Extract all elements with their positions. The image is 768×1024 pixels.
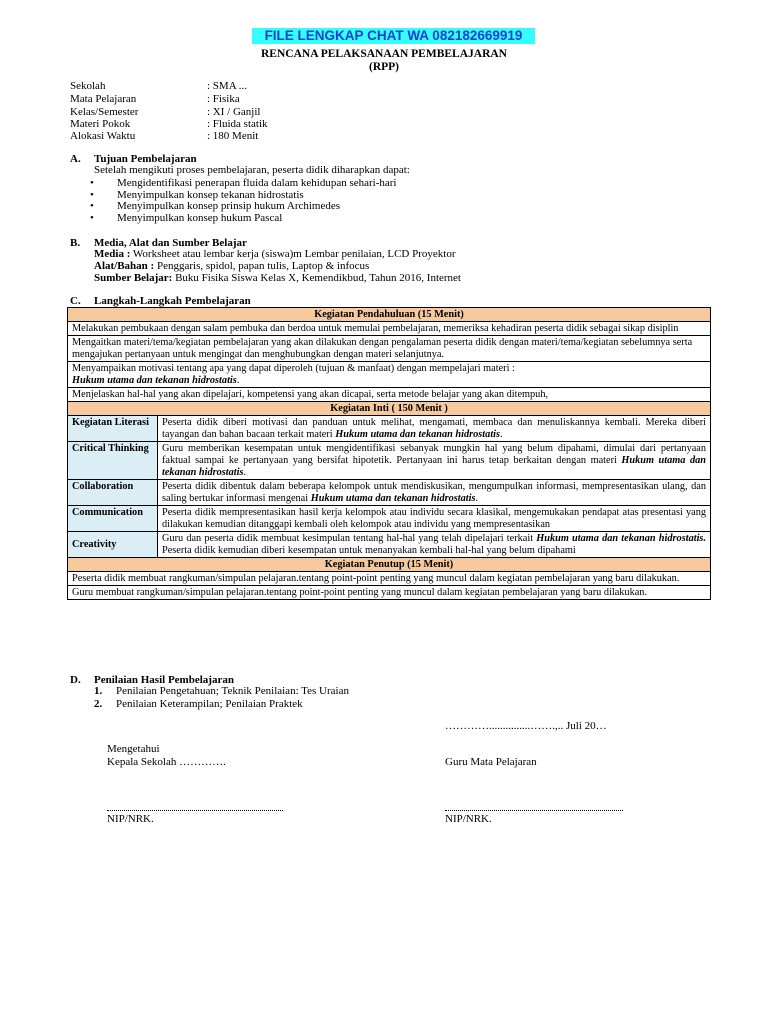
section-title: Tujuan Pembelajaran bbox=[94, 153, 197, 165]
list-item: 2. Penilaian Keterampilan; Penilaian Praktek bbox=[94, 698, 303, 710]
identity-row bbox=[70, 80, 470, 93]
table-cell: Peserta didik dibentuk dalam beberapa kelompok untuk mendiskusikan, mengumpulkan informasi, mempresentasikan ulang, dan saling bertukar informasi mengenai Hukum utama dan tekanan hidrostatis. bbox=[158, 480, 711, 506]
learning-steps-table bbox=[67, 307, 711, 600]
table-cell: Guru dan peserta didik membuat kesimpulan tentang hal-hal yang telah dipelajari terkait Hukum utama dan tekanan hidrostatis. Peserta didik kemudian diberi kesempatan untuk menanyakan kembali hal-hal yang belum dipahami bbox=[158, 532, 711, 558]
bullet-icon: • bbox=[90, 189, 94, 201]
section-letter: A. bbox=[70, 153, 81, 165]
table-cell: Peserta didik membuat rangkuman/simpulan pelajaran.tentang point-point penting yang muncul dalam kegiatan pembelajaran yang baru dilakukan. bbox=[68, 572, 711, 586]
list-item: • Menyimpulkan konsep tekanan hidrostatis bbox=[90, 189, 304, 201]
table-row bbox=[68, 362, 711, 388]
row-label: Creativity bbox=[68, 532, 158, 558]
identity-value: : 180 Menit bbox=[207, 130, 259, 142]
row-label: Critical Thinking bbox=[68, 442, 158, 480]
identity-label: Alokasi Waktu bbox=[70, 130, 136, 142]
identity-label: Sekolah bbox=[70, 80, 106, 92]
table-row bbox=[68, 586, 711, 600]
alat-line: Alat/Bahan : Penggaris, spidol, papan tulis, Laptop & infocus bbox=[94, 260, 370, 272]
identity-row bbox=[70, 130, 470, 143]
signature-date: …………...............…….,.. Juli 20… bbox=[445, 720, 607, 732]
table-row bbox=[68, 336, 711, 362]
document-title: RENCANA PELAKSANAAN PEMBELAJARAN bbox=[261, 48, 507, 60]
teacher-label: Guru Mata Pelajaran bbox=[445, 756, 537, 768]
identity-label: Mata Pelajaran bbox=[70, 93, 137, 105]
table-row bbox=[68, 402, 711, 416]
bullet-icon: • bbox=[90, 200, 94, 212]
document-subtitle: (RPP) bbox=[368, 61, 399, 73]
table-cell: Menjelaskan hal-hal yang akan dipelajari, kompetensi yang akan dicapai, serta metode belajar yang akan ditempuh, bbox=[68, 388, 711, 402]
media-line: Media : Worksheet atau lembar kerja (siswa)m Lembar penilaian, LCD Proyektor bbox=[94, 248, 456, 260]
table-cell: Menyampaikan motivasi tentang apa yang dapat diperoleh (tujuan & manfaat) dengan mempelajari materi : Hukum utama dan tekanan hidrostatis. bbox=[68, 362, 711, 388]
table-row bbox=[68, 506, 711, 532]
identity-value: : SMA ... bbox=[207, 80, 248, 92]
identity-value: : XI / Ganjil bbox=[207, 106, 261, 118]
table-cell: Melakukan pembukaan dengan salam pembuka dan berdoa untuk memulai pembelajaran, memeriksa kehadiran peserta didik sebagai sikap disiplin bbox=[68, 322, 711, 336]
identity-value: : Fluida statik bbox=[207, 118, 268, 130]
section-letter: D. bbox=[70, 674, 81, 686]
section-letter: C. bbox=[70, 295, 81, 307]
table-row bbox=[68, 322, 711, 336]
identity-row bbox=[70, 93, 470, 106]
section-a-intro: Setelah mengikuti proses pembelajaran, peserta didik diharapkan dapat: bbox=[94, 164, 410, 176]
section-letter: B. bbox=[70, 237, 81, 249]
penutup-header: Kegiatan Penutup (15 Menit) bbox=[68, 558, 711, 572]
table-row bbox=[68, 558, 711, 572]
teacher-nip: NIP/NRK. bbox=[445, 813, 492, 825]
table-cell: Peserta didik diberi motivasi dan panduan untuk melihat, mengamati, membaca dan menuliskannya kembali. Mereka diberi tayangan dan bahan bacaan terkait materi Hukum utama dan tekanan hidrostatis. bbox=[158, 416, 711, 442]
table-cell: Mengaitkan materi/tema/kegiatan pembelajaran yang akan dilakukan dengan pengalaman peserta didik dengan materi/tema/kegiatan sebelumnya serta mengajukan pertanyaan untuk mengingat dan menghubungkan dengan materi selanjutnya. bbox=[68, 336, 711, 362]
principal-nip: NIP/NRK. bbox=[107, 813, 154, 825]
row-label: Communication bbox=[68, 506, 158, 532]
table-row bbox=[68, 532, 711, 558]
pendahuluan-header: Kegiatan Pendahuluan (15 Menit) bbox=[68, 308, 711, 322]
list-item: • Menyimpulkan konsep hukum Pascal bbox=[90, 212, 283, 224]
mengetahui-label: Mengetahui bbox=[107, 743, 160, 755]
section-title: Penilaian Hasil Pembelajaran bbox=[94, 674, 234, 686]
identity-label: Materi Pokok bbox=[70, 118, 131, 130]
list-item: • Menyimpulkan konsep prinsip hukum Archimedes bbox=[90, 200, 341, 212]
table-row bbox=[68, 480, 711, 506]
bullet-icon: • bbox=[90, 177, 94, 189]
table-row bbox=[68, 572, 711, 586]
section-title: Media, Alat dan Sumber Belajar bbox=[94, 237, 247, 249]
table-cell: Guru memberikan kesempatan untuk mengidentifikasi sebanyak mungkin hal yang belum dipahami, dimulai dari pertanyaan faktual sampai ke pertanyaan yang bersifat hipotetik. Pertanyaan ini harus tetap berkaitan dengan materi Hukum utama dan tekanan hidrostatis. bbox=[158, 442, 711, 480]
inti-header: Kegiatan Inti ( 150 Menit ) bbox=[68, 402, 711, 416]
table-cell: Peserta didik mempresentasikan hasil kerja kelompok atau individu secara klasikal, mengemukakan pendapat atas presentasi yang dilakukan kemudian ditanggapi kembali oleh kelompok atau individu yang mempresentasikan bbox=[158, 506, 711, 532]
principal-label: Kepala Sekolah …………. bbox=[107, 756, 226, 768]
teacher-signature-line bbox=[445, 810, 623, 811]
table-row bbox=[68, 416, 711, 442]
table-row bbox=[68, 388, 711, 402]
identity-label: Kelas/Semester bbox=[70, 106, 139, 118]
row-label: Collaboration bbox=[68, 480, 158, 506]
table-cell: Guru membuat rangkuman/simpulan pelajaran.tentang point-point penting yang muncul dalam kegiatan pembelajaran yang baru dilakukan. bbox=[68, 586, 711, 600]
row-label: Kegiatan Literasi bbox=[68, 416, 158, 442]
list-item: • Mengidentifikasi penerapan fluida dalam kehidupan sehari-hari bbox=[90, 177, 397, 189]
list-item: 1. Penilaian Pengetahuan; Teknik Penilaian: Tes Uraian bbox=[94, 685, 349, 697]
identity-value: : Fisika bbox=[207, 93, 240, 105]
bullet-icon: • bbox=[90, 212, 94, 224]
contact-banner: FILE LENGKAP CHAT WA 082182669919 bbox=[252, 28, 535, 44]
sumber-line: Sumber Belajar: Buku Fisika Siswa Kelas X, Kemendikbud, Tahun 2016, Internet bbox=[94, 272, 461, 284]
table-row bbox=[68, 442, 711, 480]
table-row bbox=[68, 308, 711, 322]
principal-signature-line bbox=[107, 810, 283, 811]
section-title: Langkah-Langkah Pembelajaran bbox=[94, 295, 251, 307]
